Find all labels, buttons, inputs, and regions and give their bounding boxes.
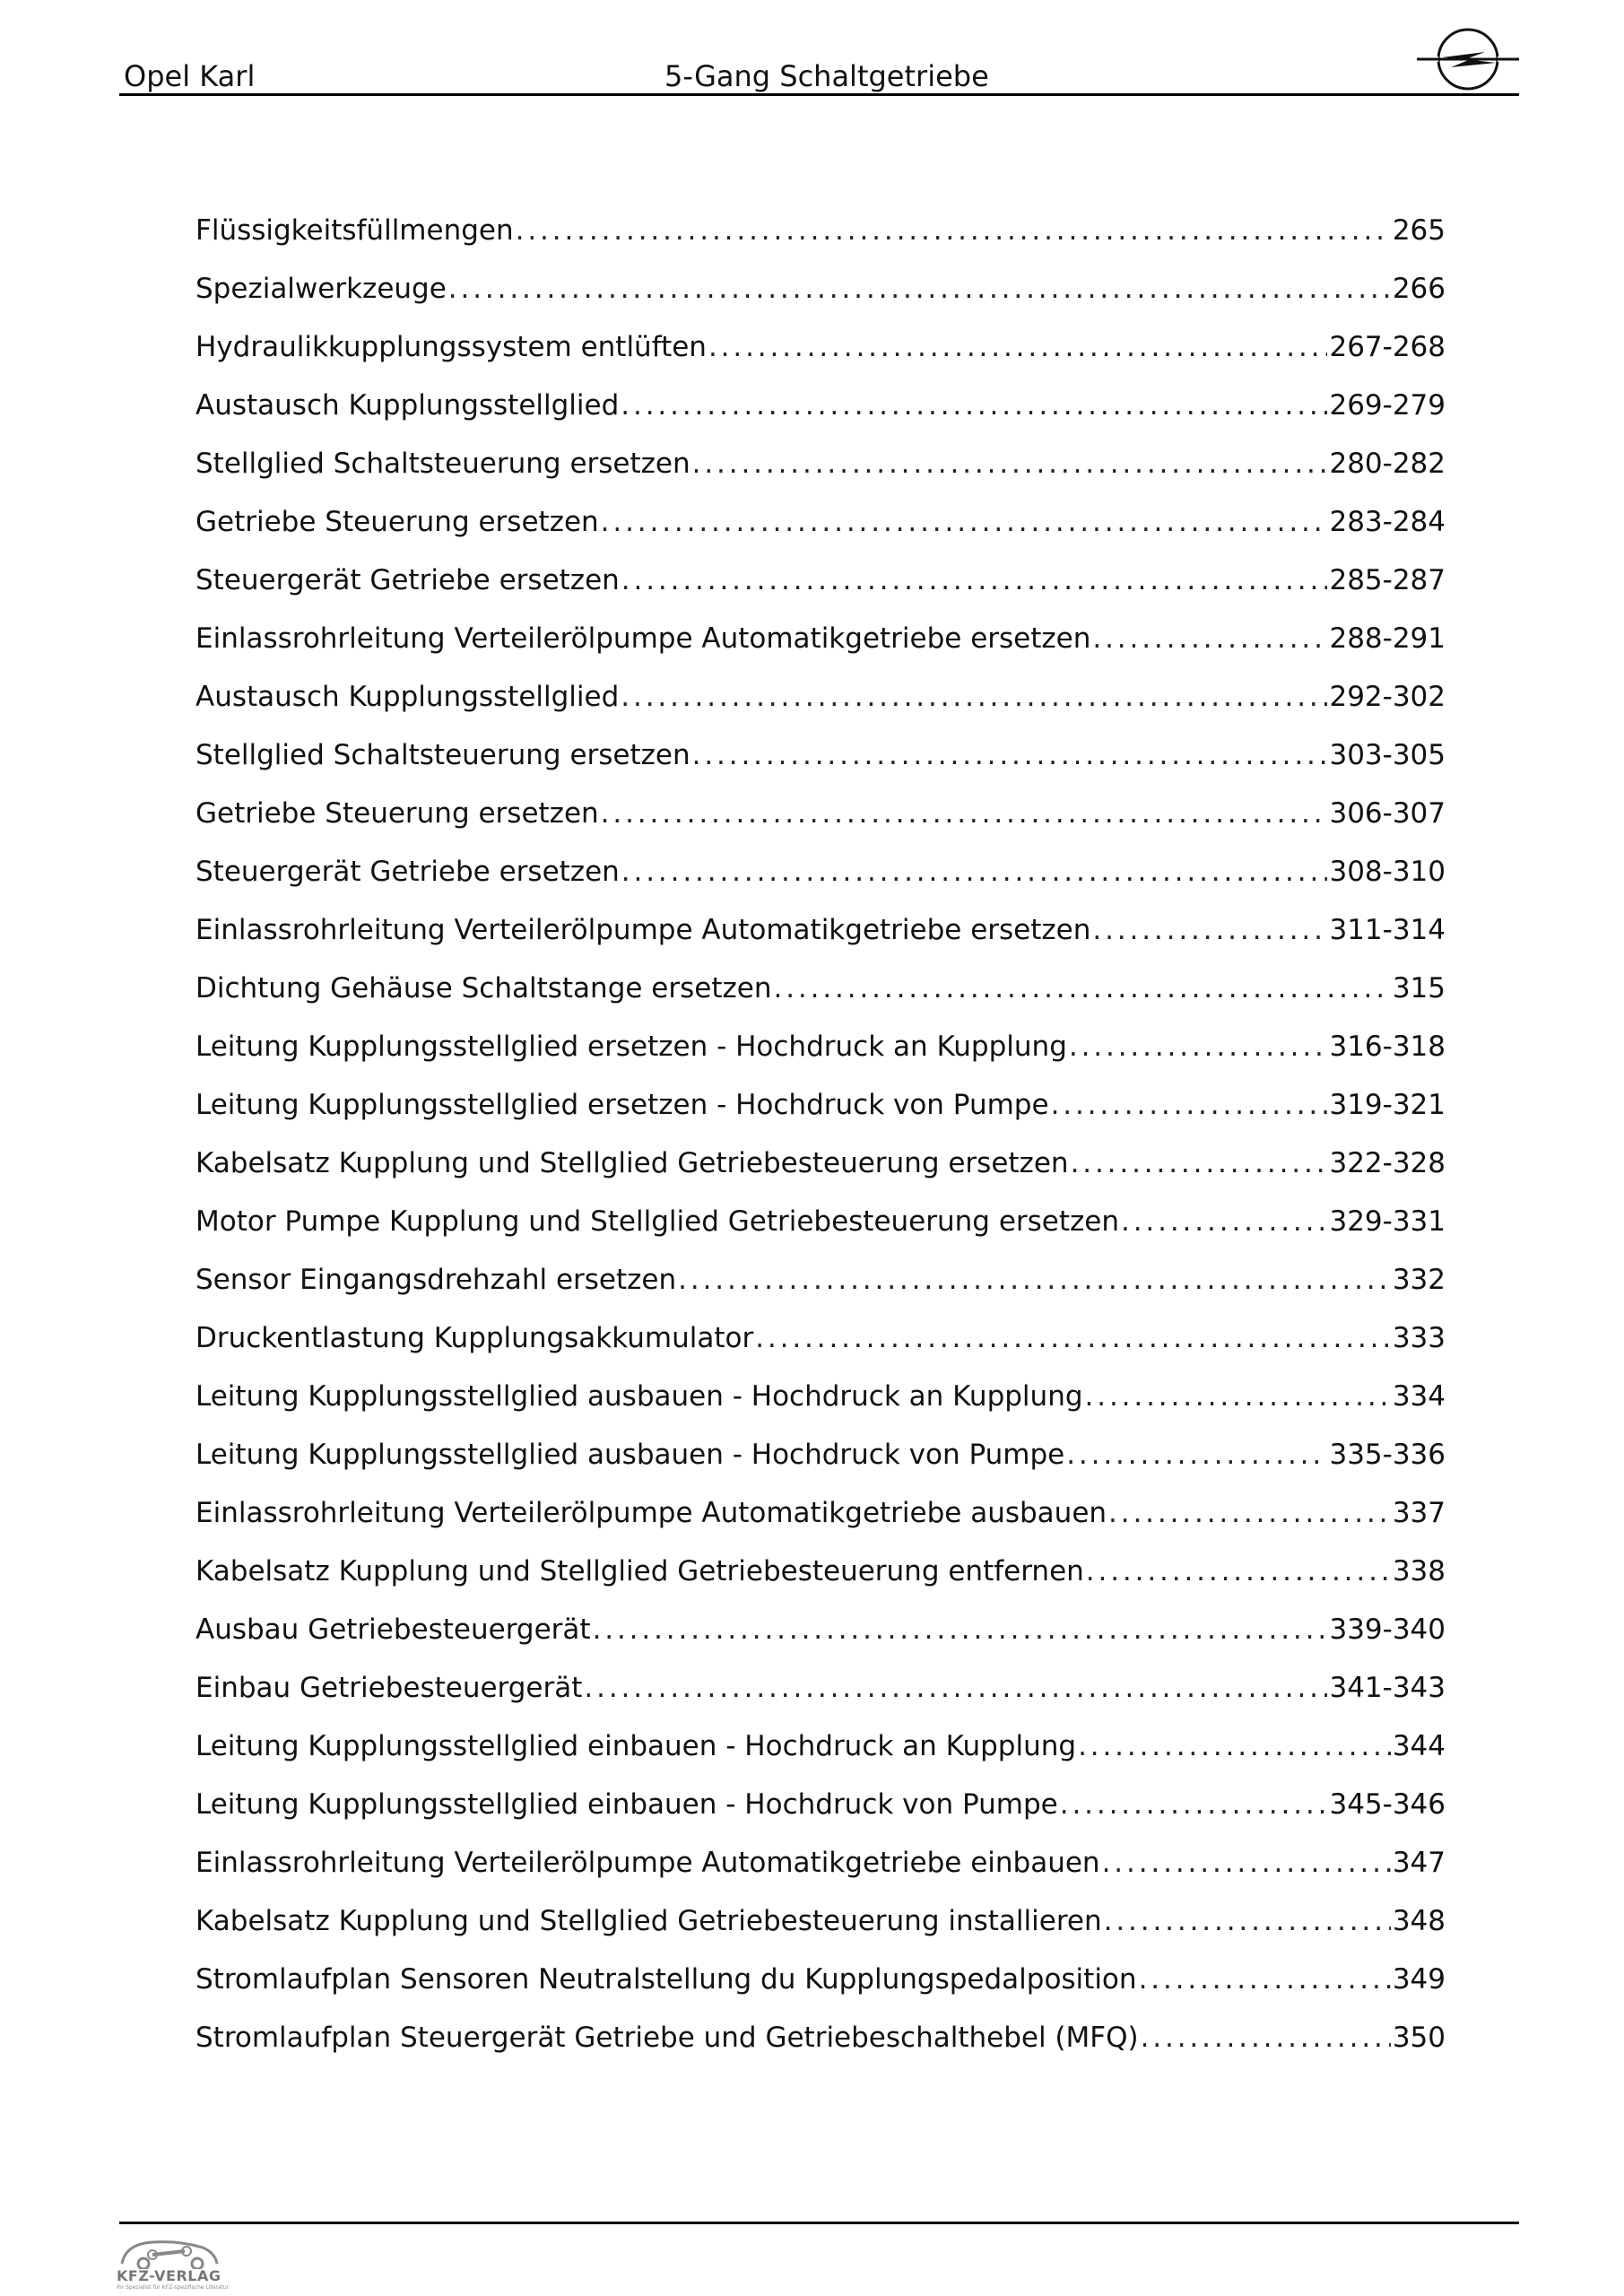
toc-dot-leader (621, 679, 1327, 715)
toc-dot-leader (601, 796, 1328, 831)
toc-entry-label: Hydraulikkupplungssystem entlüften (195, 331, 707, 363)
toc-dot-leader (516, 213, 1391, 248)
toc-entry-page: 280-282 (1329, 448, 1446, 480)
toc-entry-label: Einlassrohrleitung Verteilerölpumpe Automatikgetriebe einbauen (195, 1847, 1100, 1879)
toc-entry-label: Einlassrohrleitung Verteilerölpumpe Automatikgetriebe ersetzen (195, 914, 1091, 946)
toc-entry-page: 306-307 (1329, 797, 1446, 830)
toc-dot-leader (1092, 912, 1327, 948)
toc-entry (195, 248, 1446, 307)
toc-dot-leader (1141, 2020, 1391, 2056)
toc-entry-label: Leitung Kupplungsstellglied ausbauen - Hochdruck von Pumpe (195, 1439, 1065, 1471)
toc-entry-page: 292-302 (1329, 681, 1446, 713)
toc-entry-label: Leitung Kupplungsstellglied ausbauen - Hochdruck an Kupplung (195, 1380, 1083, 1413)
toc-entry-page: 334 (1392, 1380, 1446, 1413)
toc-dot-leader (1102, 1845, 1391, 1881)
toc-entry (195, 1881, 1446, 1939)
toc-dot-leader (1071, 1145, 1328, 1181)
toc-entry-label: Einlassrohrleitung Verteilerölpumpe Automatikgetriebe ersetzen (195, 622, 1091, 655)
toc-entry-page: 335-336 (1329, 1439, 1446, 1471)
toc-dot-leader (448, 271, 1391, 307)
toc-entry-label: Leitung Kupplungsstellglied einbauen - Hochdruck von Pumpe (195, 1788, 1058, 1821)
toc-entry-page: 344 (1392, 1730, 1446, 1762)
toc-entry (195, 831, 1446, 890)
toc-entry-page: 269-279 (1329, 389, 1446, 422)
toc-dot-leader (692, 446, 1328, 482)
toc-entry-page: 337 (1392, 1497, 1446, 1529)
toc-entry-page: 329-331 (1329, 1205, 1446, 1238)
toc-entry (195, 1764, 1446, 1822)
toc-entry-label: Dichtung Gehäuse Schaltstange ersetzen (195, 972, 772, 1004)
toc-entry-page: 266 (1392, 273, 1446, 305)
toc-entry-page: 303-305 (1329, 739, 1446, 771)
toc-entry-page: 333 (1392, 1322, 1446, 1354)
toc-entry (195, 1123, 1446, 1181)
toc-entry-label: Einbau Getriebesteuergerät (195, 1672, 583, 1704)
toc-entry-page: 316-318 (1329, 1031, 1446, 1063)
toc-entry-page: 283-284 (1329, 506, 1446, 538)
car-wrench-icon (117, 2233, 224, 2269)
toc-entry (195, 1181, 1446, 1239)
toc-entry-label: Stromlaufplan Sensoren Neutralstellung du Kupplungspedalposition (195, 1963, 1137, 1996)
toc-dot-leader (1085, 1378, 1391, 1414)
toc-entry (195, 1706, 1446, 1764)
toc-entry-page: 332 (1392, 1264, 1446, 1296)
opel-blitz-icon (1415, 25, 1521, 93)
toc-dot-leader (1092, 621, 1327, 657)
toc-entry-label: Kabelsatz Kupplung und Stellglied Getriebesteuerung ersetzen (195, 1147, 1069, 1179)
toc-entry (195, 1006, 1446, 1065)
toc-entry (195, 1531, 1446, 1589)
toc-entry (195, 715, 1446, 773)
footer-logo-text: KFZ-VERLAG (117, 2267, 221, 2284)
toc-entry-page: 349 (1392, 1963, 1446, 1996)
toc-entry-label: Kabelsatz Kupplung und Stellglied Getriebesteuerung entfernen (195, 1555, 1084, 1587)
toc-entry-label: Stromlaufplan Steuergerät Getriebe und Getriebeschalthebel (MFQ) (195, 2022, 1139, 2054)
toc-dot-leader (1051, 1087, 1328, 1123)
toc-entry (195, 598, 1446, 657)
toc-dot-leader (678, 1262, 1391, 1298)
toc-entry-page: 265 (1392, 214, 1446, 247)
toc-dot-leader (1086, 1553, 1391, 1589)
toc-dot-leader (1121, 1204, 1327, 1239)
toc-entry-label: Austausch Kupplungsstellglied (195, 681, 620, 713)
footer-logo-subtext: Ihr Spezialist für KFZ-spezifische Literatur (117, 2284, 230, 2291)
toc-dot-leader (621, 854, 1328, 890)
toc-dot-leader (601, 504, 1328, 540)
toc-entry-label: Getriebe Steuerung ersetzen (195, 797, 599, 830)
toc-entry (195, 1473, 1446, 1531)
toc-entry-page: 341-343 (1329, 1672, 1446, 1704)
toc-entry (195, 948, 1446, 1006)
toc-dot-leader (1108, 1495, 1391, 1531)
toc-entry (195, 1065, 1446, 1123)
toc-entry (195, 1298, 1446, 1356)
toc-entry-label: Austausch Kupplungsstellglied (195, 389, 620, 422)
toc-dot-leader (1078, 1728, 1391, 1764)
toc-entry-label: Leitung Kupplungsstellglied ersetzen - Hochdruck von Pumpe (195, 1089, 1049, 1121)
toc-entry (195, 1356, 1446, 1414)
page-header (119, 56, 1519, 95)
toc-dot-leader (621, 562, 1328, 598)
toc-dot-leader (1060, 1787, 1328, 1822)
toc-entry (195, 1939, 1446, 1997)
toc-dot-leader (584, 1670, 1327, 1706)
toc-entry-label: Einlassrohrleitung Verteilerölpumpe Automatikgetriebe ausbauen (195, 1497, 1107, 1529)
toc-entry-label: Stellglied Schaltsteuerung ersetzen (195, 448, 690, 480)
toc-entry-page: 350 (1392, 2022, 1446, 2054)
toc-entry-label: Motor Pumpe Kupplung und Stellglied Getriebesteuerung ersetzen (195, 1205, 1120, 1238)
toc-entry-label: Leitung Kupplungsstellglied ersetzen - Hochdruck an Kupplung (195, 1031, 1067, 1063)
toc-entry (195, 1822, 1446, 1881)
toc-dot-leader (621, 387, 1327, 423)
toc-entry-label: Sensor Eingangsdrehzahl ersetzen (195, 1264, 677, 1296)
toc-dot-leader (1066, 1437, 1327, 1473)
toc-entry-label: Stellglied Schaltsteuerung ersetzen (195, 739, 690, 771)
toc-entry (195, 773, 1446, 831)
header-title: 5-Gang Schaltgetriebe (664, 59, 989, 93)
table-of-contents (195, 190, 1446, 2056)
toc-dot-leader (755, 1320, 1391, 1356)
toc-entry-page: 347 (1392, 1847, 1446, 1879)
toc-entry-page: 339-340 (1329, 1613, 1446, 1646)
toc-entry (195, 1239, 1446, 1298)
toc-entry-page: 308-310 (1329, 856, 1446, 888)
toc-dot-leader (708, 329, 1328, 365)
toc-entry-label: Steuergerät Getriebe ersetzen (195, 564, 620, 596)
toc-entry-page: 285-287 (1329, 564, 1446, 596)
footer-logo (117, 2233, 233, 2292)
toc-dot-leader (593, 1612, 1328, 1648)
toc-dot-leader (692, 737, 1328, 773)
footer-rule (119, 2222, 1519, 2224)
toc-entry-page: 311-314 (1329, 914, 1446, 946)
toc-entry (195, 1997, 1446, 2056)
toc-entry (195, 365, 1446, 423)
toc-dot-leader (774, 970, 1391, 1006)
toc-entry-page: 315 (1392, 972, 1446, 1004)
toc-entry-page: 319-321 (1329, 1089, 1446, 1121)
toc-entry-label: Flüssigkeitsfüllmengen (195, 214, 514, 247)
toc-entry-page: 288-291 (1329, 622, 1446, 655)
toc-entry (195, 1414, 1446, 1473)
toc-dot-leader (1104, 1903, 1391, 1939)
toc-dot-leader (1069, 1029, 1328, 1065)
header-brand: Opel Karl (124, 59, 256, 93)
toc-entry-label: Steuergerät Getriebe ersetzen (195, 856, 620, 888)
toc-entry-page: 338 (1392, 1555, 1446, 1587)
toc-entry-page: 322-328 (1329, 1147, 1446, 1179)
toc-entry-page: 267-268 (1329, 331, 1446, 363)
toc-entry (195, 423, 1446, 482)
toc-entry (195, 657, 1446, 715)
toc-entry (195, 482, 1446, 540)
toc-entry (195, 190, 1446, 248)
toc-entry-label: Getriebe Steuerung ersetzen (195, 506, 599, 538)
header-rule (119, 93, 1519, 96)
toc-entry-label: Spezialwerkzeuge (195, 273, 447, 305)
toc-entry (195, 540, 1446, 598)
toc-entry-label: Druckentlastung Kupplungsakkumulator (195, 1322, 754, 1354)
toc-entry (195, 1648, 1446, 1706)
toc-entry-page: 345-346 (1329, 1788, 1446, 1821)
toc-entry-label: Kabelsatz Kupplung und Stellglied Getriebesteuerung installieren (195, 1905, 1102, 1937)
toc-entry-page: 348 (1392, 1905, 1446, 1937)
toc-entry (195, 1589, 1446, 1648)
toc-entry (195, 890, 1446, 948)
toc-entry-label: Ausbau Getriebesteuergerät (195, 1613, 591, 1646)
toc-entry-label: Leitung Kupplungsstellglied einbauen - Hochdruck an Kupplung (195, 1730, 1077, 1762)
toc-dot-leader (1139, 1961, 1391, 1997)
toc-entry (195, 307, 1446, 365)
